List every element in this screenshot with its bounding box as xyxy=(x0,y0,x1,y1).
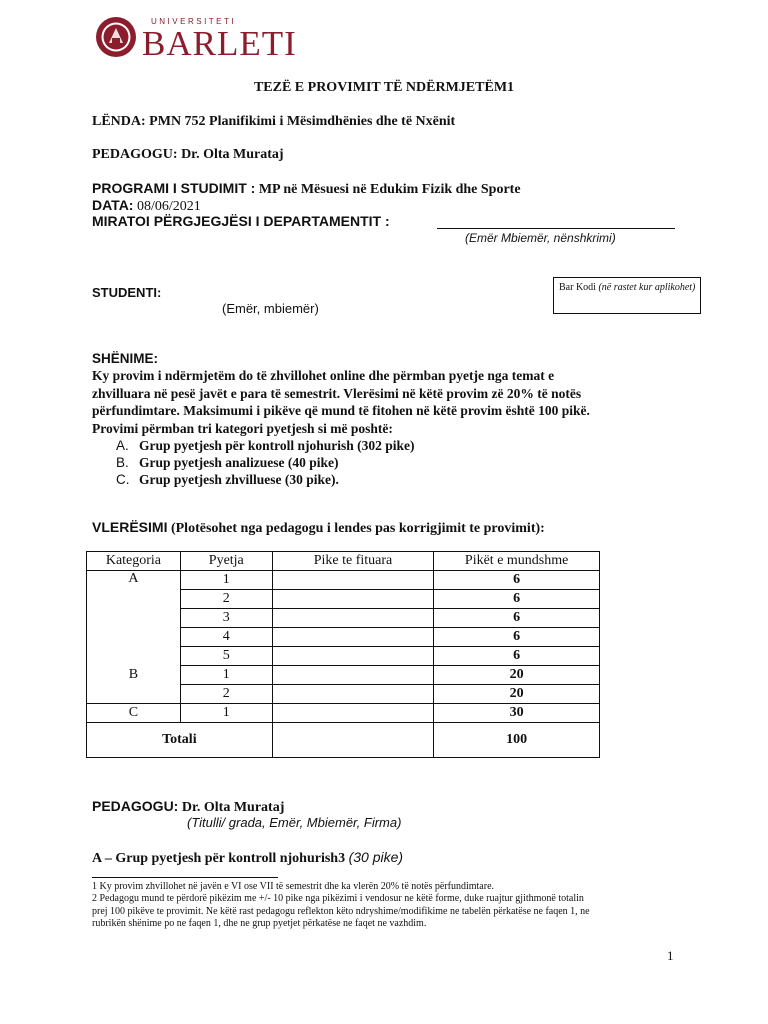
header-question: Pyetja xyxy=(180,552,272,571)
program-value: MP në Mësuesi në Edukim Fizik dhe Sporte xyxy=(258,182,521,197)
max-cell: 6 xyxy=(434,628,600,647)
question-cell: 4 xyxy=(180,628,272,647)
course-label: LËNDA: xyxy=(92,114,146,129)
notes-line-4: Provimi përmban tri kategori pyetjesh si më poshtë: xyxy=(92,420,393,436)
earned-cell[interactable] xyxy=(272,628,434,647)
notes-heading: SHËNIME: xyxy=(92,351,159,366)
footnote-2-line-1: 2 Pedagogu mund te përdorë pikëzim me +/- 10 pike nga pikëzimi i vendosur ne këtë forme, duke ruajtur gjithmonë totalin xyxy=(92,893,584,905)
total-label: Totali xyxy=(87,723,273,758)
category-text: Grup pyetjesh për kontroll njohurish (302 pike) xyxy=(139,438,415,454)
total-max: 100 xyxy=(434,723,600,758)
header-category: Kategoria xyxy=(87,552,181,571)
question-cell: 1 xyxy=(180,571,272,590)
footnotes xyxy=(92,881,712,931)
max-cell: 6 xyxy=(434,647,600,666)
table-row xyxy=(87,571,600,590)
table-row xyxy=(87,685,600,704)
category-cell: C xyxy=(87,704,181,723)
approval-label: MIRATOI PËRGJEGJËSI I DEPARTAMENTIT : xyxy=(92,213,390,229)
signature-line xyxy=(92,798,284,816)
teacher-line xyxy=(92,147,284,163)
category-cell xyxy=(87,628,181,647)
teacher-value: Dr. Olta Murataj xyxy=(181,147,284,162)
signature-label: PEDAGOGU: xyxy=(92,798,179,814)
max-cell: 30 xyxy=(434,704,600,723)
category-item-b xyxy=(116,454,686,471)
earned-cell[interactable] xyxy=(272,704,434,723)
student-label: STUDENTI: xyxy=(92,285,162,300)
earned-cell[interactable] xyxy=(272,647,434,666)
max-cell: 20 xyxy=(434,666,600,685)
exam-title: TEZË E PROVIMIT TË NDËRMJETËM1 xyxy=(253,80,515,95)
category-item-c xyxy=(116,471,686,488)
logo-university-word: UNIVERSITETI xyxy=(151,17,237,26)
notes-line-3: përfundimtare. Maksimumi i pikëve që mund të fitohen në këtë provim është 100 pikë. xyxy=(92,403,590,419)
question-cell: 2 xyxy=(180,685,272,704)
category-cell: A xyxy=(87,571,181,590)
category-cell: B xyxy=(87,666,181,685)
question-cell: 1 xyxy=(180,704,272,723)
category-marker: C. xyxy=(116,472,130,488)
max-cell: 6 xyxy=(434,590,600,609)
footnote-separator xyxy=(92,877,278,878)
teacher-label: PEDAGOGU: xyxy=(92,147,178,162)
approval-signature-field[interactable] xyxy=(437,228,675,229)
logo-name: BARLETI xyxy=(142,24,297,63)
approval-hint: (Emër Mbiemër, nënshkrimi) xyxy=(465,231,616,245)
question-cell: 3 xyxy=(180,609,272,628)
section-a-points: (30 pike) xyxy=(348,849,404,865)
page-number: 1 xyxy=(667,948,674,963)
date-value: 08/06/2021 xyxy=(136,199,201,214)
footnote-2-line-3: rubrikën shënime po ne faqen 1, dhe ne grup pyetjet përkatëse ne faqet ne vazhdim. xyxy=(92,918,427,930)
table-total-row xyxy=(87,723,600,758)
header-max: Pikët e mundshme xyxy=(434,552,600,571)
footnote-2-line-2: prej 100 pikëve te provimit. Ne këtë rast pedagogu reflekton këto ndryshime/modifikime ne tabelën përkatëse ne faqen 1, ne xyxy=(92,905,590,917)
max-cell: 20 xyxy=(434,685,600,704)
grade-table xyxy=(86,551,600,758)
program-line xyxy=(92,180,521,198)
earned-cell[interactable] xyxy=(272,609,434,628)
category-cell xyxy=(87,685,181,704)
table-row xyxy=(87,704,600,723)
max-cell: 6 xyxy=(434,571,600,590)
table-row xyxy=(87,647,600,666)
earned-cell[interactable] xyxy=(272,685,434,704)
question-cell: 2 xyxy=(180,590,272,609)
question-cell: 1 xyxy=(180,666,272,685)
earned-cell[interactable] xyxy=(272,571,434,590)
header-earned: Pike te fituara xyxy=(272,552,434,571)
barcode-label: Bar Kodi xyxy=(559,282,596,293)
category-marker: A. xyxy=(116,438,129,454)
program-label: PROGRAMI I STUDIMIT : xyxy=(92,180,256,196)
earned-cell[interactable] xyxy=(272,666,434,685)
evaluation-subtitle: (Plotësohet nga pedagogu i lendes pas korrigjimit te provimit): xyxy=(170,521,545,536)
category-cell xyxy=(87,647,181,666)
signature-hint: (Titulli/ grada, Emër, Mbiemër, Firma) xyxy=(187,815,402,830)
student-hint: (Emër, mbiemër) xyxy=(222,301,319,316)
category-cell xyxy=(87,609,181,628)
category-text: Grup pyetjesh analizuese (40 pike) xyxy=(139,455,339,471)
category-list xyxy=(116,437,686,488)
category-item-a xyxy=(116,437,686,454)
table-row xyxy=(87,628,600,647)
max-cell: 6 xyxy=(434,609,600,628)
question-cell: 5 xyxy=(180,647,272,666)
table-row xyxy=(87,666,600,685)
date-label: DATA: xyxy=(92,197,134,213)
table-row xyxy=(87,609,600,628)
section-a-title: A – Grup pyetjesh për kontroll njohurish3 xyxy=(92,851,346,866)
barcode-box xyxy=(553,277,701,314)
category-cell xyxy=(87,590,181,609)
notes-line-1: Ky provim i ndërmjetëm do të zhvillohet online dhe përmban pyetje nga temat e xyxy=(92,368,555,384)
category-marker: B. xyxy=(116,455,129,471)
course-line xyxy=(92,114,455,130)
notes-block xyxy=(92,350,686,488)
total-earned-cell[interactable] xyxy=(272,723,434,758)
signature-value: Dr. Olta Murataj xyxy=(181,800,285,815)
university-seal-logo xyxy=(95,16,137,58)
evaluation-heading: VLERËSIMI xyxy=(92,519,168,535)
table-header-row xyxy=(87,552,600,571)
footnote-1: 1 Ky provim zhvillohet në javën e VI ose VII të semestrit dhe ka vlerën 20% të notës përfundimtare. xyxy=(92,881,495,892)
notes-line-2: zhvilluara në pesë javët e para të semestrit. Vlerësimi në këtë provim zë 20% të notës xyxy=(92,385,582,401)
category-text: Grup pyetjesh zhvilluese (30 pike). xyxy=(139,472,339,488)
earned-cell[interactable] xyxy=(272,590,434,609)
table-row xyxy=(87,590,600,609)
evaluation-heading-line xyxy=(92,519,545,537)
section-a-heading xyxy=(92,849,403,867)
course-value: PMN 752 Planifikimi i Mësimdhënies dhe të Nxënit xyxy=(149,114,456,129)
barcode-note: (në rastet kur aplikohet) xyxy=(598,282,696,293)
